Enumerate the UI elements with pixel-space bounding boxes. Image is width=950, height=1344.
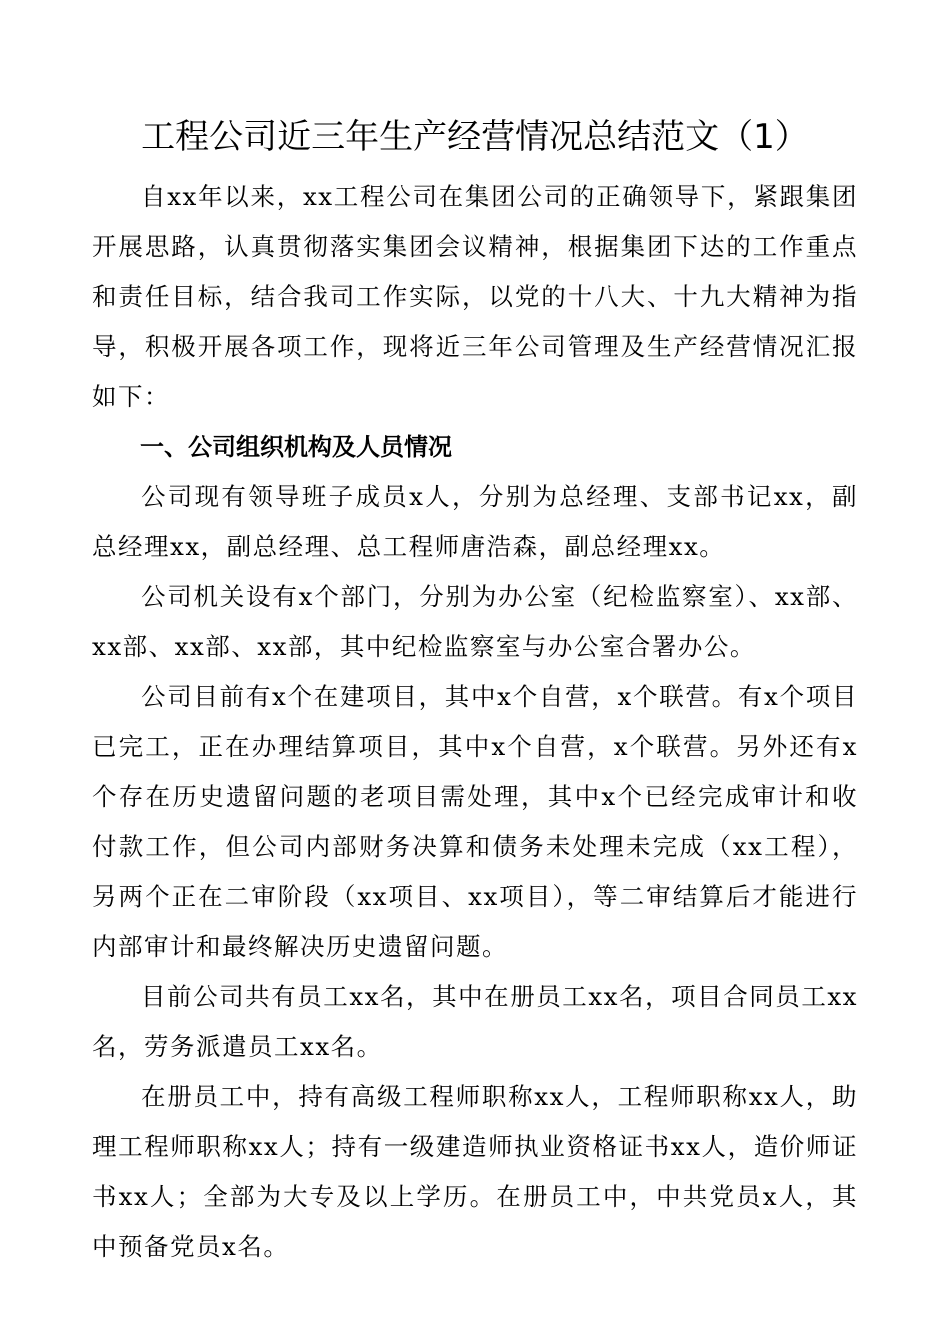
paragraph-staff-count: 目前公司共有员工xx名，其中在册员工xx名，项目合同员工xx名，劳务派遣员工xx名。 [92, 982, 858, 1061]
paragraph-leadership: 公司现有领导班子成员x人，分别为总经理、支部书记xx，副总经理xx，副总经理、总工程师唐浩森，副总经理xx。 [92, 482, 858, 561]
paragraph-projects: 公司目前有x个在建项目，其中x个自营，x个联营。有x个项目已完工，正在办理结算项目，其中x个自营，x个联营。另外还有x个存在历史遗留问题的老项目需处理，其中x个已经完成审计和收付款工作，但公司内部财务决算和债务未处理未完成（xx工程），另两个正在二审阶段（xx项目、xx项目），等二审结算后才能进行内部审计和最终解决历史遗留问题。 [92, 682, 858, 961]
document-body [92, 172, 858, 1272]
document-title: 工程公司近三年生产经营情况总结范文（1） [141, 117, 809, 157]
section-heading: 一、公司组织机构及人员情况 [140, 433, 452, 461]
paragraph-departments: 公司机关设有x个部门，分别为办公室（纪检监察室）、xx部、xx部、xx部、xx部，其中纪检监察室与办公室合署办公。 [92, 582, 858, 661]
paragraph-qualifications: 在册员工中，持有高级工程师职称xx人，工程师职称xx人，助理工程师职称xx人；持有一级建造师执业资格证书xx人，造价师证书xx人；全部为大专及以上学历。在册员工中，中共党员x人，其中预备党员x名。 [92, 1082, 858, 1261]
intro-paragraph: 自xx年以来，xx工程公司在集团公司的正确领导下，紧跟集团开展思路，认真贯彻落实集团会议精神，根据集团下达的工作重点和责任目标，结合我司工作实际，以党的十八大、十九大精神为指导，积极开展各项工作，现将近三年公司管理及生产经营情况汇报如下： [92, 182, 858, 411]
